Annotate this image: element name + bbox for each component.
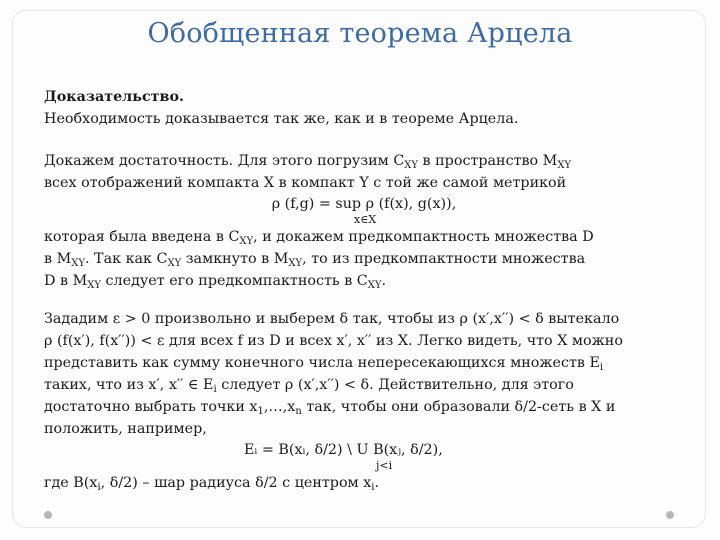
decor-dot-right [666, 511, 674, 519]
decor-dot-left [44, 511, 52, 519]
p3-line-5: достаточно выбрать точки $x_1,\dots,x_n$ так, чтобы они образовали δ/2-сеть в X и [44, 399, 616, 417]
p2-line-3: которая была введена в $C_{XY}$, и докажем предкомпактность множества D [44, 229, 594, 247]
p2-line-1: Докажем достаточность. Для этого погрузим $C_{XY}$ в пространство $M_{XY}$ [44, 153, 572, 171]
set-formula: Eᵢ = B(xᵢ, δ/2) \ U B(xⱼ, δ/2), [244, 442, 443, 458]
p3-line-6: положить, например, [44, 421, 207, 437]
metric-formula-limit: x∈X [354, 213, 377, 226]
p3-line-4: таких, что из x′, x′′ ∈ $E_i$ следует ρ (x′,x′′) < δ. Действительно, для этого [44, 377, 574, 395]
p3-line-1: Зададим ε > 0 произвольно и выберем δ так, чтобы из ρ (x′,x′′) < δ вытекало [44, 311, 620, 327]
p2-line-4: в $M_{XY}$. Так как $C_{XY}$ замкнуто в $M_{XY}$, то из предкомпактности множества [44, 251, 586, 269]
metric-formula: ρ (f,g) = sup ρ (f(x), g(x)), [271, 196, 457, 212]
p2-line-5: D в $M_{XY}$ следует его предкомпактность в $C_{XY}$. [44, 273, 387, 291]
p3-line-2: ρ (f(x′), f(x′′)) < ε для всех f из D и всех x′, x′′ из X. Легко видеть, что X можно [44, 333, 623, 349]
slide-body [44, 86, 684, 494]
set-formula-limit: j<i [376, 459, 393, 472]
p3-line-7: где $B(x_i$, δ/2) – шар радиуса δ/2 с центром $x_i$. [44, 475, 380, 493]
slide-title: Обобщенная теорема Арцела [147, 18, 573, 49]
proof-heading: Доказательство. [44, 89, 184, 105]
p3-line-3: представить как сумму конечного числа непересекающихся множеств $E_i$ [44, 355, 604, 373]
p2-line-2: всех отображений компакта X в компакт Y с той же самой метрикой [44, 175, 567, 191]
necessity-text: Необходимость доказывается так же, как и в теореме Арцела. [44, 111, 519, 127]
